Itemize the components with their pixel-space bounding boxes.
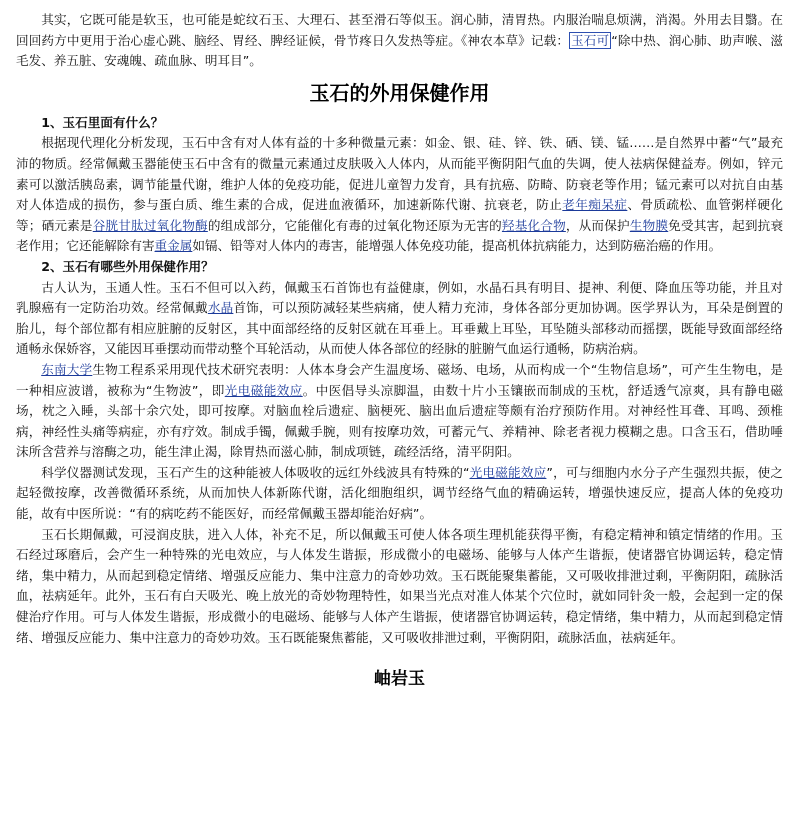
term-link[interactable]: 羟基化合物	[501, 217, 566, 233]
text-run: “除中热、润心肺、助声喉、滋毛发、养五脏、安魂魄、疏血脉、明耳目”。	[16, 32, 783, 69]
text-run: 玉石长期佩戴，可浸润皮肤，进入人体，补充不足，所以佩戴玉可使人体各项生理机能获得平衡，有稳定精神和镇定情绪的作用。玉石经过琢磨后，会产生一种特殊的光电效应，与人体发生谐振，形成微小的电磁场、能够与人体产生谐振，使诸器官协调运转，稳定情绪，集中精力，从而起到稳定情绪、增强反应能力、集中注意力的奇妙功效。玉石既能聚集蓄能，又可吸收排泄过剩，平衡阴阳，疏脉活血，祛病延年。此外，玉石有白天吸光、晚上放光的奇妙物理特性，如果当光点对准人体某个穴位时，就如同针灸一般，会起到一定的保健治疗作用。可与人体发生谐振，形成微小的电磁场、能够与人体产生谐振，使诸器官协调运转，稳定情绪，集中精力，从而起到稳定情绪、增强反应能力、集中注意力的奇妙功效。玉石既能聚焦蓄能，又可吸收排泄过剩，平衡阴阳，疏脉活血，祛病延年。	[16, 526, 783, 645]
term-link[interactable]: 谷胱甘肽过氧化物酶	[92, 217, 208, 233]
section-title: 玉石的外用保健作用	[309, 80, 490, 105]
question-2-paragraph-4	[16, 525, 783, 649]
intro-paragraph	[16, 10, 783, 72]
question-2-heading: 2、玉石有哪些外用保健作用？	[41, 258, 214, 274]
next-section-title: 岫岩玉	[374, 669, 425, 690]
question-1-heading: 1、玉石里面有什么？	[41, 114, 164, 130]
term-link[interactable]: 玉石可	[571, 32, 610, 48]
text-run: 科学仪器测试发现，玉石产生的这种能被人体吸收的远红外线波具有特殊的“	[41, 464, 470, 480]
text-run: 、骨质疏松、血管粥样硬化等；硒元素是	[16, 197, 784, 233]
text-run: 首饰，可以预防减轻某些病痛，使人精力充沛，身体各部分更加协调。医学界认为，耳朵是倒置的胎儿，每个部位都有相应脏腑的反射区，其中面部经络的反射区就在耳垂上。耳垂戴上耳坠，耳坠随头部移动而摇摆，既能导致面部经络通畅永保娇容，又能因耳垂摆动而带动整个耳轮活动，从而使人体各部位的经脉的脏腑气血运行通畅，防病治病。	[16, 300, 784, 357]
question-2-paragraph-3	[16, 463, 783, 525]
term-link[interactable]: 光电磁能效应	[469, 464, 547, 480]
text-run: ”，可与细胞内水分子产生强烈共振，使之起轻微按摩，改善微循环系统，从而加快人体新陈代谢，活化细胞组织，调节经络气血的精确运转，增强快速反应，提高人体的免疫功能，故有中医所说：“有的病吃药不能医好，而经常佩戴玉器却能治好病”。	[16, 464, 784, 522]
text-run: 的组成部分，它能催化有毒的过氧化物还原为无害的	[207, 217, 502, 233]
question-1-paragraph	[16, 133, 783, 257]
question-2-paragraph-1	[16, 278, 783, 360]
text-run: 。中医倡导头凉脚温，由数十片小玉镶嵌而制成的玉枕，舒适透气凉爽，具有静电磁场，枕之入睡，头部十余穴处，即可按摩。对脑血栓后遗症、脑梗死、脑出血后遗症等颇有治疗预防作用。对神经性耳聋、耳鸣、颈椎病，神经性头痛等病症，亦有疗效。制成手镯，佩戴手腕，则有按摩功效，可蓄元气、养精神、除老者视力模糊之患。口含玉石，借助唾沫所含营养与溶酶之功，能生津止渴，除胃热而滋心肺，制成项链，疏经活络，清平阴阳。	[16, 382, 783, 460]
term-link[interactable]: 生物膜	[629, 217, 669, 233]
text-run: 生物工程系采用现代技术研究表明：人体本身会产生温度场、磁场、电场，从而构成一个“生物信息场”，可产生生物电，是一种相应波谱，被称为“生物波”，即	[16, 361, 783, 398]
term-link[interactable]: 重金属	[154, 238, 193, 254]
text-run: ，从而保护	[565, 217, 630, 233]
text-run: 根据现代理化分析发现，玉石中含有对人体有益的十多种微量元素：如金、银、硅、锌、铁、硒、镁、锰……是自然界中蓄“气”最充沛的物质。经常佩戴玉器能使玉石中含有的微量元素通过皮肤吸入人体内，从而能平衡阴阳气血的失调，使人祛病保健益寿。例如，锌元素可以激活胰岛素，调节能量代谢，维护人体的免疫功能，促进儿童智力发育，具有抗癌、防畸、防衰老等作用；锰元素可以对抗自由基对人体造成的损伤，参与蛋白质、维生素的合成，促进血液循环，加速新陈代谢、抗衰老，防止	[16, 135, 783, 213]
text-run: 古人认为，玉通人性。玉石不但可以入药，佩戴玉石首饰也有益健康，例如，水晶石具有明目、提神、利便、降血压等功能，并且对乳腺癌有一定防治功效。经常佩戴	[16, 279, 783, 316]
text-run: 免受其害，起到抗衰老作用；它还能解除有害	[16, 217, 784, 254]
text-run: 其实，它既可能是软玉，也可能是蛇纹石玉、大理石、甚至滑石等似玉。润心肺，清胃热。内服治喘息烦满，消渴。外用去目翳。在回回药方中更用于治心虚心跳、脑经、胃经、脾经证候，骨节疼日久发热等症。《神农本草》记载：	[16, 12, 783, 48]
term-link[interactable]: 光电磁能效应	[224, 382, 303, 398]
text-run: 如镉、铅等对人体内的毒害，能增强人体免疫功能，提高机体抗病能力，达到防癌治癌的作用。	[192, 238, 722, 254]
term-link[interactable]: 老年痴呆症	[562, 197, 628, 213]
question-2-paragraph-2	[16, 360, 783, 463]
term-link[interactable]: 东南大学	[41, 361, 93, 377]
term-link[interactable]: 水晶	[207, 300, 234, 316]
